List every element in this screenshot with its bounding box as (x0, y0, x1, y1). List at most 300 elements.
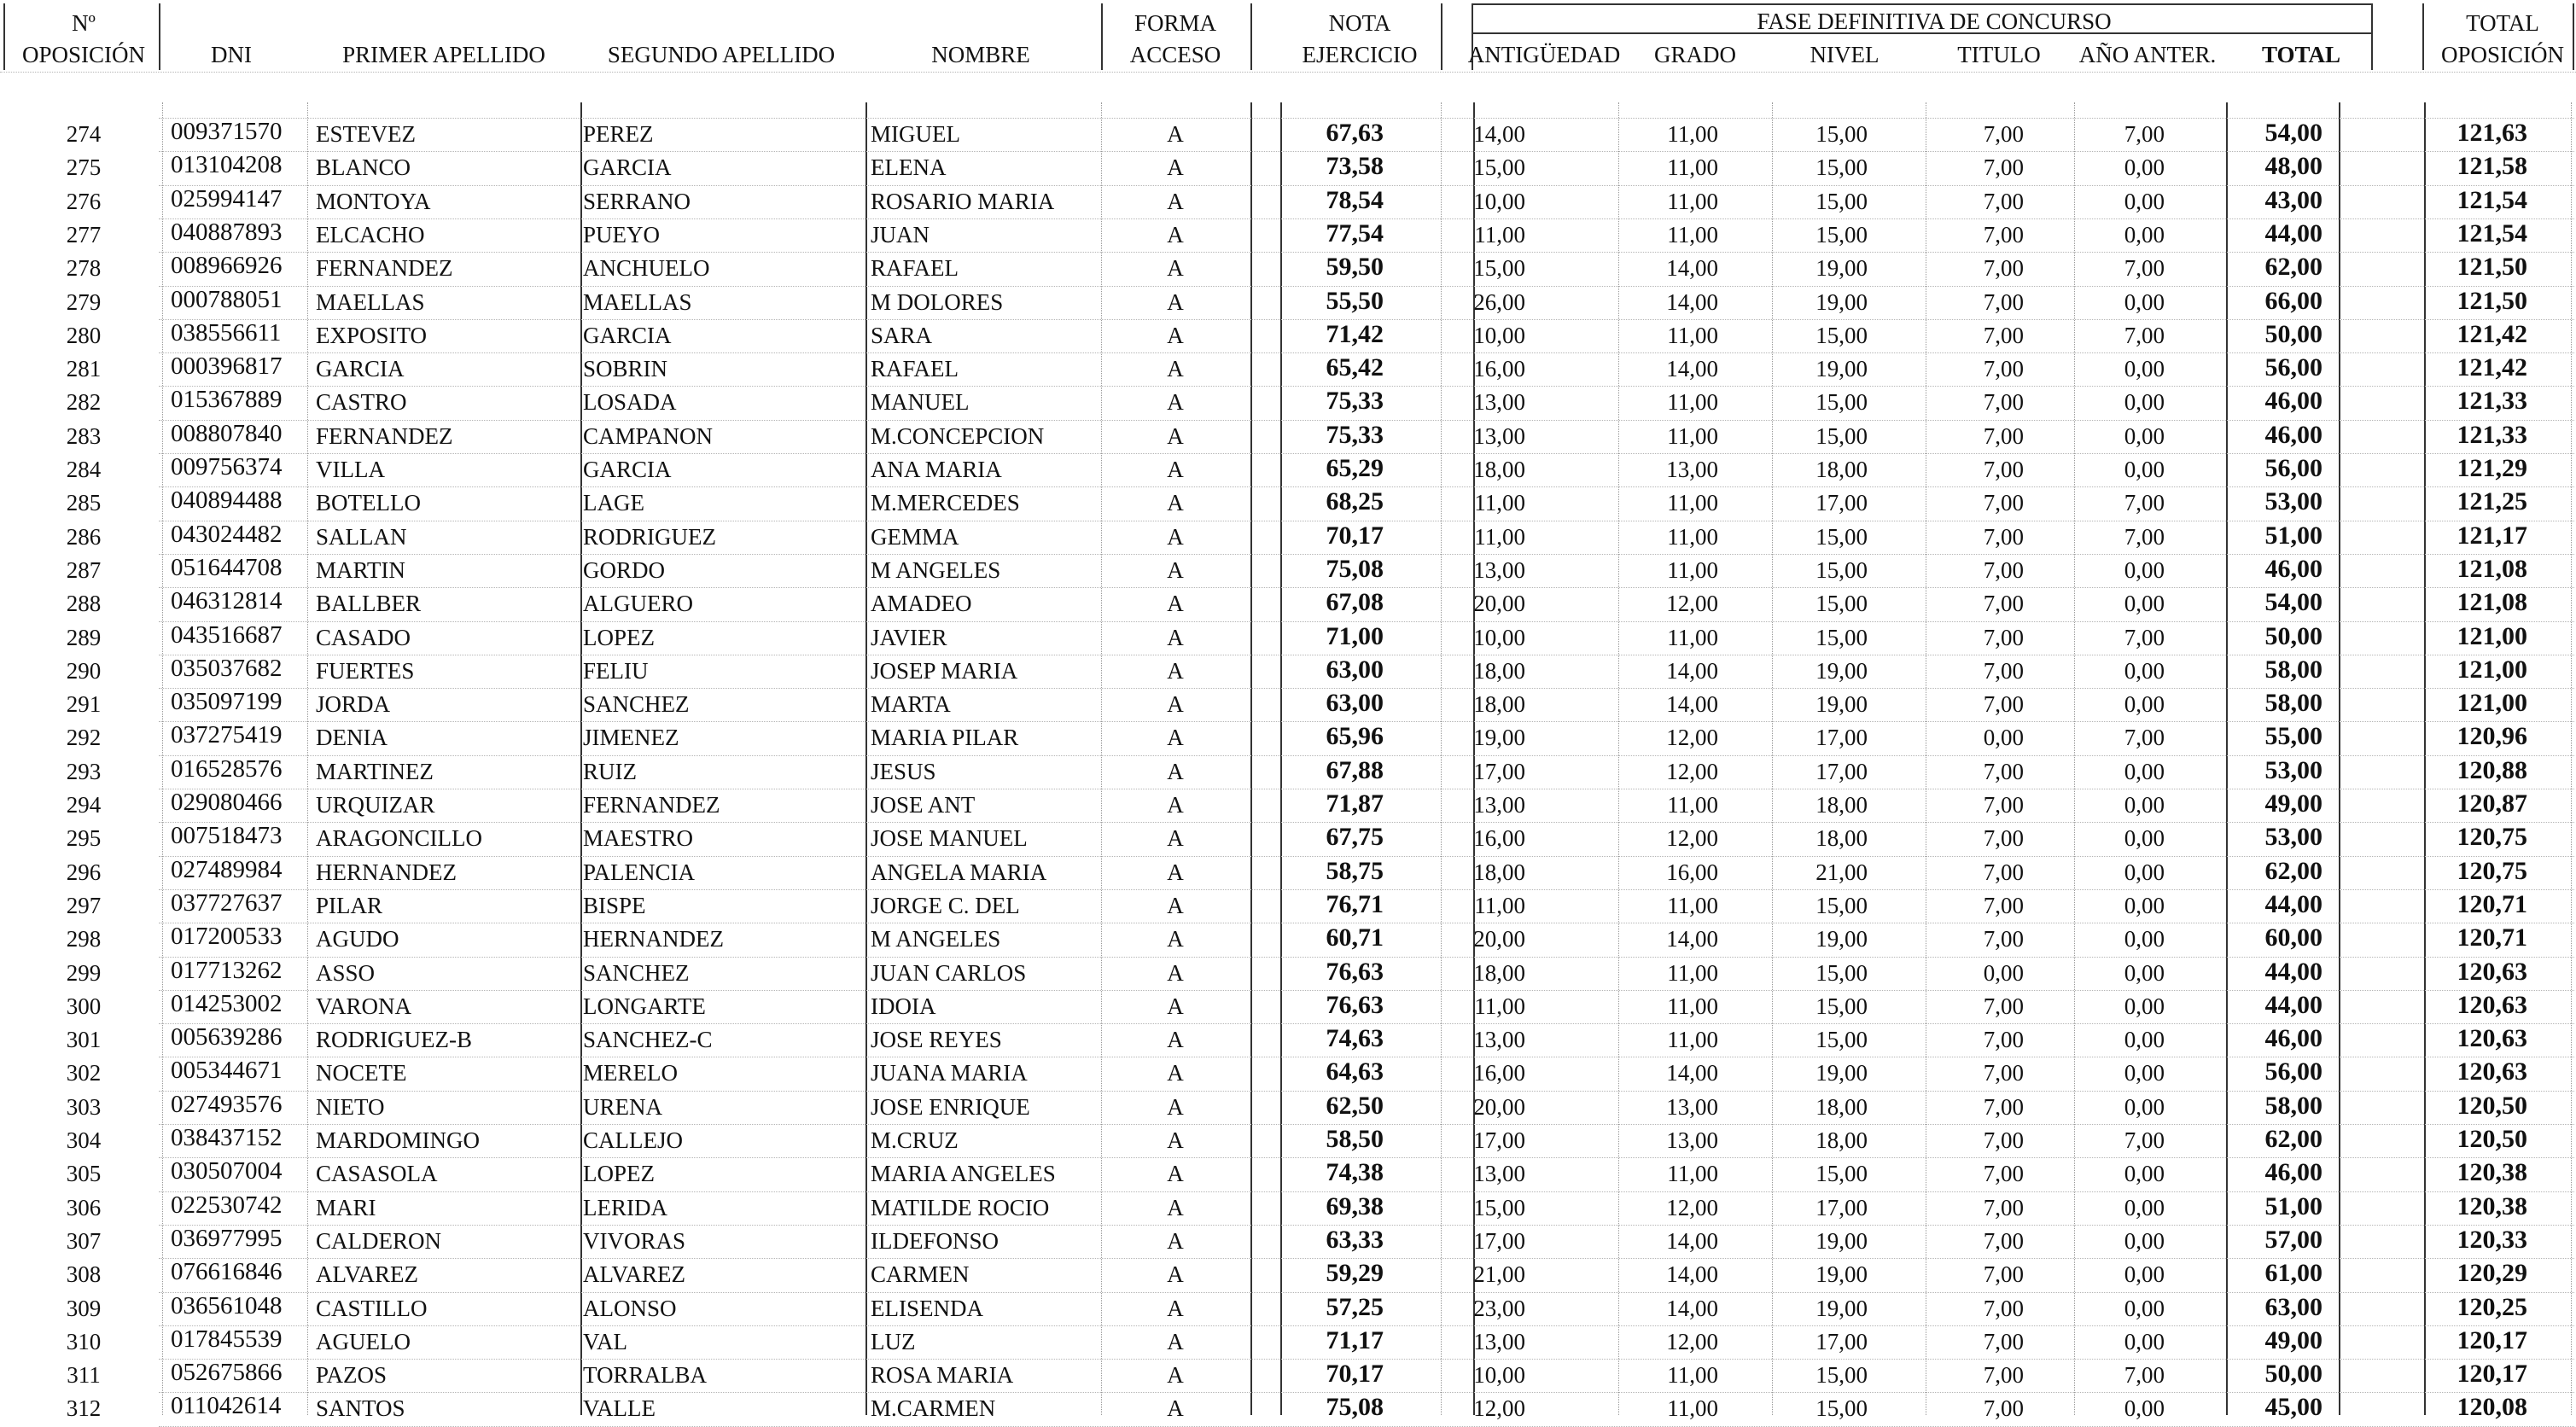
cell-total: 46,00 (2264, 554, 2322, 583)
cell-titulo: 7,00 (1983, 490, 2024, 516)
cell-dni: 038437152 (171, 1124, 283, 1151)
cell-dni: 035037682 (171, 654, 283, 682)
cell-forma: A (1167, 556, 1184, 583)
cell-forma: A (1167, 859, 1184, 885)
cell-grado: 12,00 (1666, 1328, 1718, 1354)
column-divider (1772, 102, 1773, 1415)
cell-nombre: MARTA (871, 691, 951, 718)
cell-titulo: 7,00 (1983, 1395, 2024, 1422)
cell-nota: 65,96 (1326, 722, 1384, 751)
cell-titulo: 7,00 (1983, 758, 2024, 784)
cell-ano-anter: 0,00 (2124, 1261, 2165, 1288)
cell-forma: A (1167, 1060, 1184, 1086)
cell-primer-apellido: CASTILLO (316, 1295, 428, 1321)
cell-dni: 005639286 (171, 1023, 283, 1051)
cell-nivel: 17,00 (1815, 1194, 1868, 1220)
cell-total: 46,00 (2264, 387, 2322, 416)
cell-ano-anter: 7,00 (2124, 1127, 2165, 1153)
cell-nivel: 15,00 (1815, 322, 1868, 348)
cell-ano-anter: 0,00 (2124, 993, 2165, 1019)
cell-forma: A (1167, 624, 1184, 650)
cell-forma: A (1167, 356, 1184, 382)
cell-dni: 008966926 (171, 252, 283, 280)
cell-total-oposicion: 120,38 (2457, 1158, 2527, 1187)
cell-titulo: 7,00 (1983, 188, 2024, 214)
cell-titulo: 7,00 (1983, 859, 2024, 885)
cell-primer-apellido: BALLBER (316, 591, 422, 617)
header-nivel: NIVEL (1810, 42, 1880, 67)
cell-ano-anter: 0,00 (2124, 691, 2165, 718)
cell-titulo: 7,00 (1983, 322, 2024, 348)
cell-primer-apellido: FERNANDEZ (316, 255, 453, 282)
cell-nota: 74,38 (1326, 1158, 1384, 1187)
cell-ano-anter: 7,00 (2124, 624, 2165, 650)
cell-dni: 017713262 (171, 956, 283, 984)
cell-grado: 11,00 (1667, 1362, 1718, 1389)
cell-total-oposicion: 121,29 (2457, 454, 2527, 482)
cell-nota: 63,33 (1326, 1225, 1384, 1254)
cell-total: 50,00 (2264, 319, 2322, 348)
cell-total-oposicion: 121,33 (2457, 420, 2527, 449)
cell-total: 60,00 (2264, 923, 2322, 952)
cell-segundo-apellido: RUIZ (583, 758, 637, 784)
cell-titulo: 7,00 (1983, 691, 2024, 718)
cell-num: 281 (66, 356, 102, 382)
cell-primer-apellido: VILLA (316, 457, 385, 482)
cell-primer-apellido: FUERTES (316, 657, 415, 684)
header-forma-bottom: ACCESO (1129, 42, 1221, 67)
cell-segundo-apellido: ALONSO (583, 1295, 677, 1321)
cell-ano-anter: 0,00 (2124, 959, 2165, 986)
cell-ano-anter: 0,00 (2124, 1161, 2165, 1187)
cell-titulo: 7,00 (1983, 154, 2024, 181)
cell-nombre: GEMMA (871, 523, 959, 550)
cell-antiguedad: 18,00 (1473, 457, 1525, 482)
column-divider (2571, 102, 2572, 1415)
cell-nota: 75,08 (1326, 554, 1384, 583)
cell-total-oposicion: 121,08 (2457, 554, 2527, 583)
cell-dni: 040894488 (171, 486, 283, 515)
cell-total-oposicion: 121,08 (2457, 588, 2527, 617)
cell-forma: A (1167, 1328, 1184, 1354)
cell-titulo: 7,00 (1983, 221, 2024, 248)
cell-dni: 076616846 (171, 1258, 283, 1286)
cell-nota: 58,50 (1326, 1125, 1384, 1153)
cell-dni: 005344671 (171, 1057, 283, 1085)
cell-antiguedad: 13,00 (1473, 1027, 1525, 1053)
cell-grado: 13,00 (1666, 1093, 1718, 1120)
cell-ano-anter: 0,00 (2124, 1395, 2165, 1422)
cell-nota: 73,58 (1326, 152, 1384, 181)
header-divider (1101, 3, 1103, 70)
header-segundo-apellido: SEGUNDO APELLIDO (607, 42, 836, 67)
cell-ano-anter: 7,00 (2124, 725, 2165, 751)
cell-dni: 011042614 (171, 1392, 282, 1420)
cell-total-oposicion: 120,96 (2457, 722, 2527, 751)
cell-nivel: 15,00 (1815, 121, 1868, 147)
cell-nombre: M.MERCEDES (871, 490, 1020, 516)
cell-nota: 59,29 (1326, 1259, 1384, 1288)
cell-forma: A (1167, 188, 1184, 214)
cell-nombre: JESUS (871, 758, 936, 784)
cell-grado: 14,00 (1666, 255, 1718, 282)
cell-ano-anter: 0,00 (2124, 926, 2165, 952)
cell-antiguedad: 13,00 (1473, 389, 1525, 416)
cell-total: 57,00 (2264, 1225, 2322, 1254)
cell-forma: A (1167, 1027, 1184, 1053)
cell-nivel: 17,00 (1815, 758, 1868, 784)
cell-total: 63,00 (2264, 1292, 2322, 1321)
cell-segundo-apellido: SANCHEZ (583, 959, 690, 986)
cell-primer-apellido: BLANCO (316, 154, 411, 181)
cell-num: 300 (66, 993, 102, 1019)
cell-titulo: 7,00 (1983, 356, 2024, 382)
cell-total: 46,00 (2264, 1024, 2322, 1053)
cell-nombre: LUZ (871, 1328, 916, 1354)
cell-primer-apellido: MARI (316, 1194, 376, 1220)
cell-forma: A (1167, 389, 1184, 416)
cell-num: 295 (66, 825, 102, 852)
cell-nombre: ELENA (871, 154, 947, 181)
cell-nota: 63,00 (1326, 689, 1384, 718)
cell-total: 53,00 (2264, 823, 2322, 852)
cell-grado: 11,00 (1667, 523, 1718, 550)
cell-num: 277 (66, 221, 102, 248)
cell-antiguedad: 10,00 (1473, 188, 1525, 214)
cell-segundo-apellido: CAMPANON (583, 422, 714, 449)
cell-nivel: 18,00 (1815, 792, 1868, 818)
cell-grado: 11,00 (1667, 389, 1718, 416)
cell-antiguedad: 10,00 (1473, 624, 1525, 650)
cell-antiguedad: 11,00 (1474, 221, 1525, 248)
cell-total-oposicion: 120,71 (2457, 889, 2527, 918)
cell-nota: 77,54 (1326, 218, 1384, 248)
cell-num: 291 (66, 691, 102, 718)
cell-primer-apellido: AGUELO (316, 1328, 411, 1354)
cell-nombre: M.CONCEPCION (871, 422, 1045, 449)
cell-ano-anter: 0,00 (2124, 1093, 2165, 1120)
cell-titulo: 7,00 (1983, 1127, 2024, 1153)
cell-antiguedad: 16,00 (1473, 1060, 1525, 1086)
cell-num: 293 (66, 758, 102, 784)
cell-nombre: JORGE C. DEL (871, 892, 1020, 918)
cell-antiguedad: 13,00 (1473, 556, 1525, 583)
cell-primer-apellido: NIETO (316, 1093, 385, 1120)
cell-nivel: 15,00 (1815, 993, 1868, 1019)
cell-segundo-apellido: GORDO (583, 556, 666, 583)
cell-grado: 11,00 (1667, 490, 1718, 516)
cell-ano-anter: 0,00 (2124, 1194, 2165, 1220)
cell-titulo: 7,00 (1983, 624, 2024, 650)
cell-total: 49,00 (2264, 1325, 2322, 1354)
cell-primer-apellido: SALLAN (316, 523, 407, 550)
cell-titulo: 0,00 (1983, 725, 2024, 751)
cell-nota: 70,17 (1326, 521, 1384, 550)
cell-grado: 11,00 (1667, 1161, 1718, 1187)
cell-segundo-apellido: TORRALBA (583, 1362, 708, 1389)
header-total-op-top: TOTAL (2466, 10, 2539, 36)
cell-grado: 14,00 (1666, 1227, 1718, 1254)
cell-nivel: 17,00 (1815, 1328, 1868, 1354)
cell-antiguedad: 17,00 (1473, 1127, 1525, 1153)
cell-dni: 007518473 (171, 822, 283, 850)
cell-num: 296 (66, 859, 102, 885)
cell-segundo-apellido: ALVAREZ (583, 1261, 686, 1288)
cell-nivel: 19,00 (1815, 255, 1868, 282)
header-nota-top: NOTA (1328, 10, 1391, 36)
cell-dni: 035097199 (171, 688, 283, 716)
cell-nombre: CARMEN (871, 1261, 970, 1288)
header-divider (2371, 3, 2373, 70)
cell-titulo: 7,00 (1983, 892, 2024, 918)
cell-nivel: 15,00 (1815, 422, 1868, 449)
header-antiguedad: ANTIGÜEDAD (1467, 42, 1621, 67)
cell-titulo: 7,00 (1983, 926, 2024, 952)
cell-dni: 025994147 (171, 184, 283, 213)
cell-segundo-apellido: VALLE (583, 1395, 656, 1422)
cell-forma: A (1167, 1227, 1184, 1254)
cell-antiguedad: 12,00 (1473, 1395, 1525, 1422)
cell-total-oposicion: 120,63 (2457, 1024, 2527, 1053)
cell-segundo-apellido: GARCIA (583, 457, 672, 482)
cell-nota: 75,33 (1326, 387, 1384, 416)
cell-nivel: 19,00 (1815, 657, 1868, 684)
cell-forma: A (1167, 523, 1184, 550)
cell-primer-apellido: MAELLAS (316, 288, 425, 315)
cell-total-oposicion: 121,42 (2457, 319, 2527, 348)
cell-nota: 60,71 (1326, 923, 1384, 952)
header-divider (2573, 3, 2574, 70)
cell-grado: 14,00 (1666, 1060, 1718, 1086)
cell-titulo: 7,00 (1983, 288, 2024, 315)
cell-forma: A (1167, 1127, 1184, 1153)
cell-titulo: 7,00 (1983, 422, 2024, 449)
cell-num: 275 (66, 154, 102, 181)
cell-nota: 71,87 (1326, 789, 1384, 818)
cell-ano-anter: 0,00 (2124, 825, 2165, 852)
cell-titulo: 7,00 (1983, 121, 2024, 147)
cell-num: 299 (66, 959, 102, 986)
cell-nombre: JAVIER (871, 624, 947, 650)
cell-nota: 64,63 (1326, 1057, 1384, 1086)
cell-forma: A (1167, 591, 1184, 617)
cell-nota: 65,42 (1326, 353, 1384, 382)
cell-nombre: M ANGELES (871, 926, 1001, 952)
cell-primer-apellido: ASSO (316, 959, 376, 986)
cell-ano-anter: 0,00 (2124, 221, 2165, 248)
cell-total: 45,00 (2264, 1393, 2322, 1422)
header-grado: GRADO (1653, 42, 1737, 67)
column-divider (865, 102, 867, 1415)
cell-total-oposicion: 121,50 (2457, 286, 2527, 315)
cell-segundo-apellido: PUEYO (583, 221, 661, 248)
cell-num: 280 (66, 322, 102, 348)
header-total: TOTAL (2261, 42, 2341, 67)
cell-nombre: MIGUEL (871, 121, 960, 147)
column-divider (580, 102, 582, 1415)
column-divider (1441, 102, 1442, 1415)
cell-grado: 11,00 (1667, 121, 1718, 147)
cell-segundo-apellido: FELIU (583, 657, 649, 684)
cell-dni: 046312814 (171, 587, 283, 615)
cell-antiguedad: 18,00 (1473, 691, 1525, 718)
cell-total: 53,00 (2264, 487, 2322, 516)
cell-num: 282 (66, 389, 102, 416)
cell-nota: 75,08 (1326, 1393, 1384, 1422)
cell-primer-apellido: MARTIN (316, 556, 405, 583)
cell-primer-apellido: MARTINEZ (316, 758, 434, 784)
cell-nivel: 17,00 (1815, 725, 1868, 751)
cell-ano-anter: 0,00 (2124, 556, 2165, 583)
cell-total-oposicion: 121,00 (2457, 621, 2527, 650)
cell-nivel: 19,00 (1815, 288, 1868, 315)
cell-nombre: JOSE REYES (871, 1027, 1002, 1053)
cell-nota: 67,63 (1326, 119, 1384, 147)
cell-primer-apellido: ALVAREZ (316, 1261, 419, 1288)
cell-segundo-apellido: MAELLAS (583, 288, 692, 315)
cell-total-oposicion: 120,71 (2457, 923, 2527, 952)
cell-forma: A (1167, 1295, 1184, 1321)
cell-nombre: ANGELA MARIA (871, 859, 1047, 885)
cell-ano-anter: 0,00 (2124, 422, 2165, 449)
cell-grado: 14,00 (1666, 926, 1718, 952)
cell-ano-anter: 0,00 (2124, 288, 2165, 315)
cell-total-oposicion: 120,75 (2457, 856, 2527, 885)
column-divider (162, 102, 163, 1415)
cell-grado: 13,00 (1666, 1127, 1718, 1153)
cell-titulo: 0,00 (1983, 959, 2024, 986)
cell-primer-apellido: CALDERON (316, 1227, 441, 1254)
cell-nivel: 18,00 (1815, 1127, 1868, 1153)
cell-titulo: 7,00 (1983, 1027, 2024, 1053)
cell-primer-apellido: HERNANDEZ (316, 859, 457, 885)
header-titulo: TITULO (1957, 42, 2041, 67)
cell-total-oposicion: 120,75 (2457, 823, 2527, 852)
cell-dni: 037727637 (171, 888, 283, 917)
cell-segundo-apellido: MAESTRO (583, 825, 694, 852)
cell-grado: 12,00 (1666, 591, 1718, 617)
cell-segundo-apellido: FERNANDEZ (583, 792, 720, 818)
cell-num: 302 (66, 1060, 102, 1086)
cell-total: 56,00 (2264, 353, 2322, 382)
cell-ano-anter: 0,00 (2124, 657, 2165, 684)
cell-num: 285 (66, 490, 102, 516)
cell-primer-apellido: PAZOS (316, 1362, 388, 1389)
cell-antiguedad: 16,00 (1473, 825, 1525, 852)
cell-segundo-apellido: BISPE (583, 892, 646, 918)
cell-num: 289 (66, 624, 102, 650)
cell-num: 306 (66, 1194, 102, 1220)
cell-total: 50,00 (2264, 621, 2322, 650)
cell-antiguedad: 11,00 (1474, 892, 1525, 918)
header-forma-top: FORMA (1134, 10, 1217, 36)
cell-primer-apellido: VARONA (316, 993, 412, 1019)
cell-titulo: 7,00 (1983, 389, 2024, 416)
cell-forma: A (1167, 1093, 1184, 1120)
cell-ano-anter: 0,00 (2124, 792, 2165, 818)
cell-total-oposicion: 120,17 (2457, 1360, 2527, 1389)
cell-total-oposicion: 120,87 (2457, 789, 2527, 818)
cell-primer-apellido: NOCETE (316, 1060, 407, 1086)
cell-segundo-apellido: CALLEJO (583, 1127, 683, 1153)
cell-dni: 017200533 (171, 923, 283, 951)
header-ano-anter: AÑO ANTER. (2078, 42, 2217, 67)
cell-nivel: 19,00 (1815, 1060, 1868, 1086)
cell-total: 56,00 (2264, 454, 2322, 482)
cell-segundo-apellido: LAGE (583, 490, 644, 516)
header-divider (1250, 3, 1252, 70)
cell-total-oposicion: 121,17 (2457, 521, 2527, 550)
cell-antiguedad: 13,00 (1473, 422, 1525, 449)
cell-antiguedad: 18,00 (1473, 657, 1525, 684)
cell-segundo-apellido: PALENCIA (583, 859, 696, 885)
cell-ano-anter: 7,00 (2124, 490, 2165, 516)
cell-primer-apellido: RODRIGUEZ-B (316, 1027, 472, 1053)
cell-total: 62,00 (2264, 856, 2322, 885)
cell-forma: A (1167, 691, 1184, 718)
cell-total: 66,00 (2264, 286, 2322, 315)
cell-segundo-apellido: SOBRIN (583, 356, 668, 382)
column-divider (2339, 102, 2340, 1415)
cell-total: 55,00 (2264, 722, 2322, 751)
cell-num: 307 (66, 1227, 102, 1254)
cell-ano-anter: 0,00 (2124, 859, 2165, 885)
cell-nivel: 15,00 (1815, 556, 1868, 583)
cell-grado: 11,00 (1667, 422, 1718, 449)
cell-total: 58,00 (2264, 689, 2322, 718)
cell-total-oposicion: 121,58 (2457, 152, 2527, 181)
cell-grado: 12,00 (1666, 1194, 1718, 1220)
cell-grado: 12,00 (1666, 825, 1718, 852)
cell-ano-anter: 0,00 (2124, 356, 2165, 382)
cell-ano-anter: 0,00 (2124, 1328, 2165, 1354)
cell-grado: 11,00 (1667, 154, 1718, 181)
cell-primer-apellido: CASASOLA (316, 1161, 438, 1187)
cell-segundo-apellido: URENA (583, 1093, 662, 1120)
cell-ano-anter: 0,00 (2124, 1295, 2165, 1321)
cell-dni: 000788051 (171, 285, 283, 313)
cell-nivel: 19,00 (1815, 691, 1868, 718)
cell-num: 294 (66, 792, 102, 818)
cell-nivel: 18,00 (1815, 825, 1868, 852)
cell-antiguedad: 11,00 (1474, 523, 1525, 550)
header-divider (1441, 3, 1442, 70)
cell-titulo: 7,00 (1983, 255, 2024, 282)
cell-antiguedad: 16,00 (1473, 356, 1525, 382)
cell-dni: 017845539 (171, 1325, 283, 1353)
cell-nivel: 19,00 (1815, 1261, 1868, 1288)
cell-nota: 69,38 (1326, 1191, 1384, 1220)
cell-dni: 037275419 (171, 721, 283, 749)
cell-nota: 76,63 (1326, 990, 1384, 1019)
cell-dni: 036561048 (171, 1291, 283, 1319)
header-total-op-bottom: OPOSICIÓN (2440, 42, 2565, 67)
cell-total: 58,00 (2264, 655, 2322, 684)
cell-dni: 009371570 (171, 118, 283, 145)
cell-num: 276 (66, 188, 102, 214)
cell-titulo: 7,00 (1983, 1328, 2024, 1354)
cell-dni: 008807840 (171, 419, 283, 447)
column-divider (1250, 102, 1252, 1415)
cell-nombre: ILDEFONSO (871, 1227, 1000, 1254)
cell-titulo: 7,00 (1983, 457, 2024, 482)
cell-nombre: MARIA ANGELES (871, 1161, 1056, 1187)
cell-total: 62,00 (2264, 1125, 2322, 1153)
cell-nota: 63,00 (1326, 655, 1384, 684)
cell-num: 304 (66, 1127, 102, 1153)
cell-segundo-apellido: SERRANO (583, 188, 691, 214)
cell-grado: 11,00 (1667, 792, 1718, 818)
